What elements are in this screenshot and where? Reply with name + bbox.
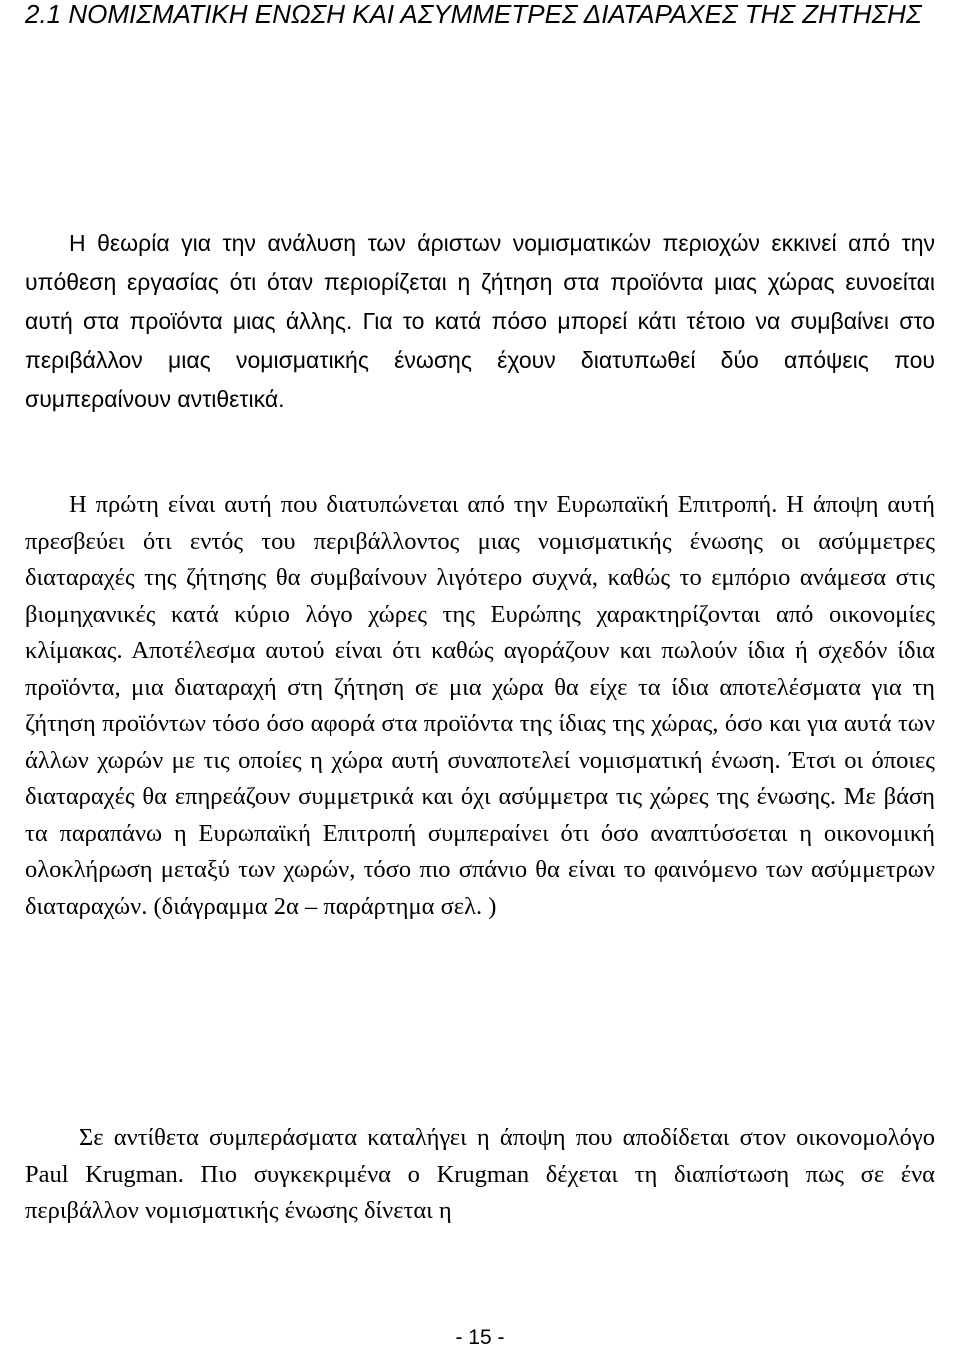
paragraph-1: Η θεωρία για την ανάλυση των άριστων νομισματικών περιοχών εκκινεί από την υπόθεση εργασίας ότι όταν περιορίζεται η ζήτηση στα προϊόντα μιας χώρας ευνοείται αυτή στα προϊόντα μιας άλλης. Για το κατά πόσο μπορεί κάτι τέτοιο να συμβαίνει στο περιβάλλον μιας νομισματικής ένωσης έχουν διατυπωθεί δύο απόψεις που συμπεραίνουν αντιθετικά. bbox=[25, 230, 935, 412]
paragraph-3: Σε αντίθετα συμπεράσματα καταλήγει η άποψη που αποδίδεται στον οικονομολόγο Paul Krugman. Πιο συγκεκριμένα ο Krugman δέχεται τη διαπίστωση πως σε ένα περιβάλλον νομισματικής ένωσης δίνεται η bbox=[25, 1124, 935, 1224]
section-heading: 2.1 ΝΟΜΙΣΜΑΤΙΚΗ ΕΝΩΣΗ ΚΑΙ ΑΣΥΜΜΕΤΡΕΣ ΔΙΑΤΑΡΑΧΕΣ ΤΗΣ ΖΗΤΗΣΗΣ bbox=[25, 0, 922, 29]
paragraph-2: Η πρώτη είναι αυτή που διατυπώνεται από την Ευρωπαϊκή Επιτροπή. Η άποψη αυτή πρεσβεύει ότι εντός του περιβάλλοντος μιας νομισματικής ένωσης οι ασύμμετρες διαταραχές της ζήτησης θα συμβαίνουν λιγότερο συχνά, καθώς το εμπόριο ανάμεσα στις βιομηχανικές κατά κύριο λόγο χώρες της Ευρώπης χαρακτηρίζονται από οικονομίες κλίμακας. Αποτέλεσμα αυτού είναι ότι καθώς αγοράζουν και πωλούν ίδια ή σχεδόν ίδια προϊόντα, μια διαταραχή στη ζήτηση σε μια χώρα θα είχε τα ίδια αποτελέσματα για τη ζήτηση προϊόντων τόσο όσο αφορά στα προϊόντα της ίδιας της χώρας, όσο και για αυτά των άλλων χωρών με τις οποίες η χώρα αυτή συναποτελεί νομισματική ένωση. Έτσι οι όποιες διαταραχές θα επηρεάζουν συμμετρικά και όχι ασύμμετρα τις χώρες της ένωσης. Με βάση τα παραπάνω η Ευρωπαϊκή Επιτροπή συμπεραίνει ότι όσο αναπτύσσεται η οικονομική ολοκλήρωση μεταξύ των χωρών, τόσο πιο σπάνιο θα είναι το φαινόμενο των ασύμμετρων διαταραχών. (διάγραμμα 2α – παράρτημα σελ. ) bbox=[25, 491, 935, 920]
page-number: - 15 - bbox=[455, 1326, 505, 1349]
